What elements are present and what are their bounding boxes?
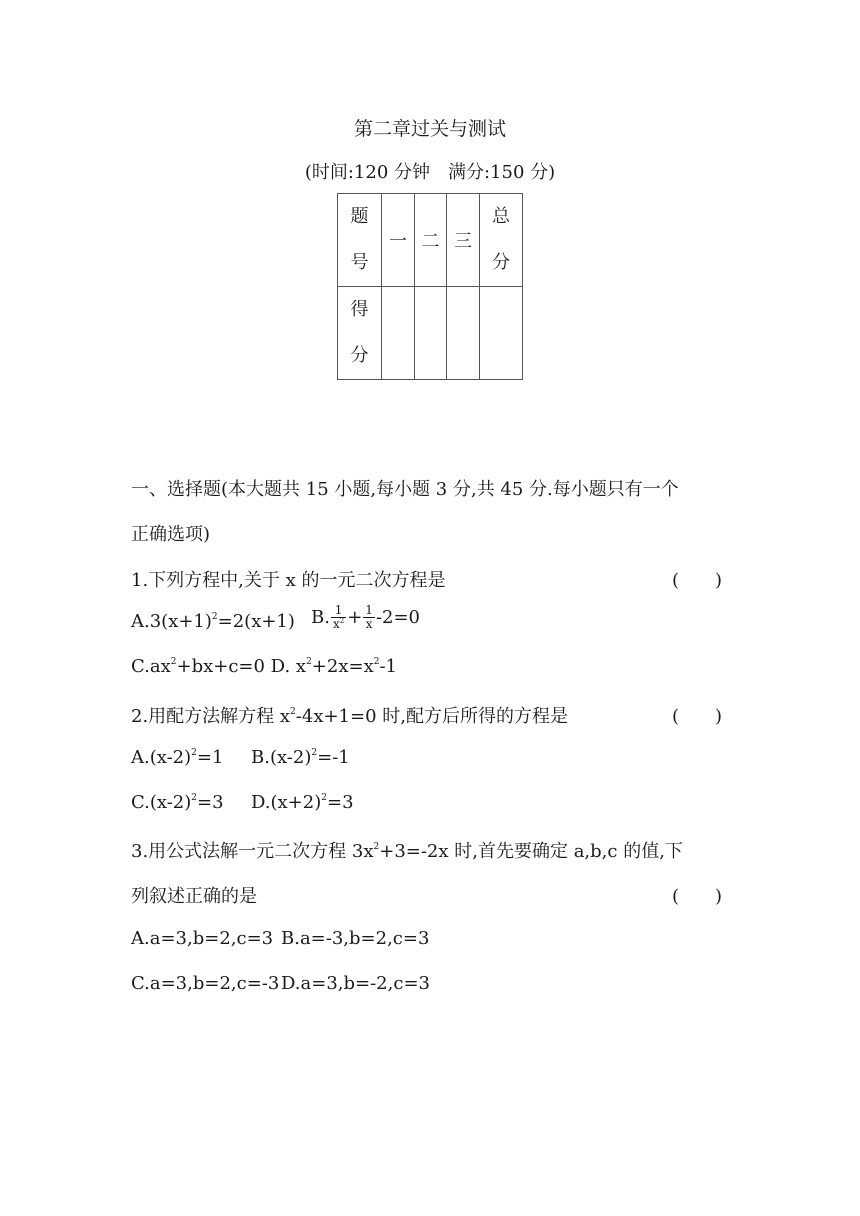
score-cell-1[interactable] bbox=[382, 287, 415, 380]
fraction-2: $\frac{1}{x}$ bbox=[365, 603, 373, 631]
question-3-stem: 3.用公式法解一元二次方程 $3x^2+3=-2x$ 时,首先要确定 a,b,c 的值,下 bbox=[131, 841, 683, 862]
fraction-1: $\frac{1}{x^2}$ bbox=[332, 603, 345, 631]
score-table-header-row bbox=[338, 194, 523, 287]
question-3-stem-line2: 列叙述正确的是 bbox=[131, 886, 257, 907]
score-table bbox=[337, 193, 523, 380]
answer-blank-1: ( ) bbox=[672, 570, 723, 591]
question-1-options-cd: $C.ax^2+bx+c=0$ D. $x^2+2x=x^2-1$ bbox=[131, 656, 397, 677]
score-cell-total[interactable] bbox=[480, 287, 523, 380]
score-cell-3[interactable] bbox=[447, 287, 480, 380]
question-3-option-a: A.a=3,b=2,c=3 bbox=[131, 928, 274, 949]
col-header-3: 三 bbox=[447, 194, 480, 287]
question-2-option-a: $A.(x-2)^2=1$ bbox=[131, 747, 224, 768]
col-header-total: 总分 bbox=[480, 194, 523, 287]
answer-blank-2: ( ) bbox=[672, 706, 723, 727]
question-1-option-b: B. $\frac{1}{x^2}$ + $\frac{1}{x}$ -2=0 bbox=[311, 603, 421, 631]
question-2-option-d: $D.(x+2)^2=3$ bbox=[251, 792, 354, 813]
col-header-1: 一 bbox=[382, 194, 415, 287]
question-3-option-c: C.a=3,b=2,c=-3 bbox=[131, 973, 280, 994]
question-2-option-b: $B.(x-2)^2=-1$ bbox=[251, 747, 350, 768]
question-1-stem: 1.下列方程中,关于 x 的一元二次方程是 bbox=[131, 570, 446, 591]
row-header-question-number: 题号 bbox=[338, 194, 382, 287]
score-table-score-row bbox=[338, 287, 523, 380]
question-2-stem: 2.用配方法解方程 $x^2-4x+1=0$ 时,配方后所得的方程是 bbox=[131, 706, 568, 727]
question-2-option-c: $C.(x-2)^2=3$ bbox=[131, 792, 224, 813]
question-3-option-d: D.a=3,b=-2,c=3 bbox=[281, 973, 430, 994]
page-title: 第二章过关与测试 bbox=[353, 118, 506, 140]
answer-blank-3: ( ) bbox=[672, 886, 723, 907]
section-intro-line1: 一、选择题(本大题共 15 小题,每小题 3 分,共 45 分.每小题只有一个 bbox=[131, 479, 679, 500]
exam-info: (时间:120 分钟 满分:150 分) bbox=[304, 162, 556, 183]
score-cell-2[interactable] bbox=[415, 287, 447, 380]
question-1-option-a: $A.3(x+1)^2=2(x+1)$ bbox=[131, 611, 295, 632]
section-intro-line2: 正确选项) bbox=[131, 524, 211, 545]
row-header-score: 得分 bbox=[338, 287, 382, 380]
col-header-2: 二 bbox=[415, 194, 447, 287]
question-3-option-b: B.a=-3,b=2,c=3 bbox=[281, 928, 430, 949]
